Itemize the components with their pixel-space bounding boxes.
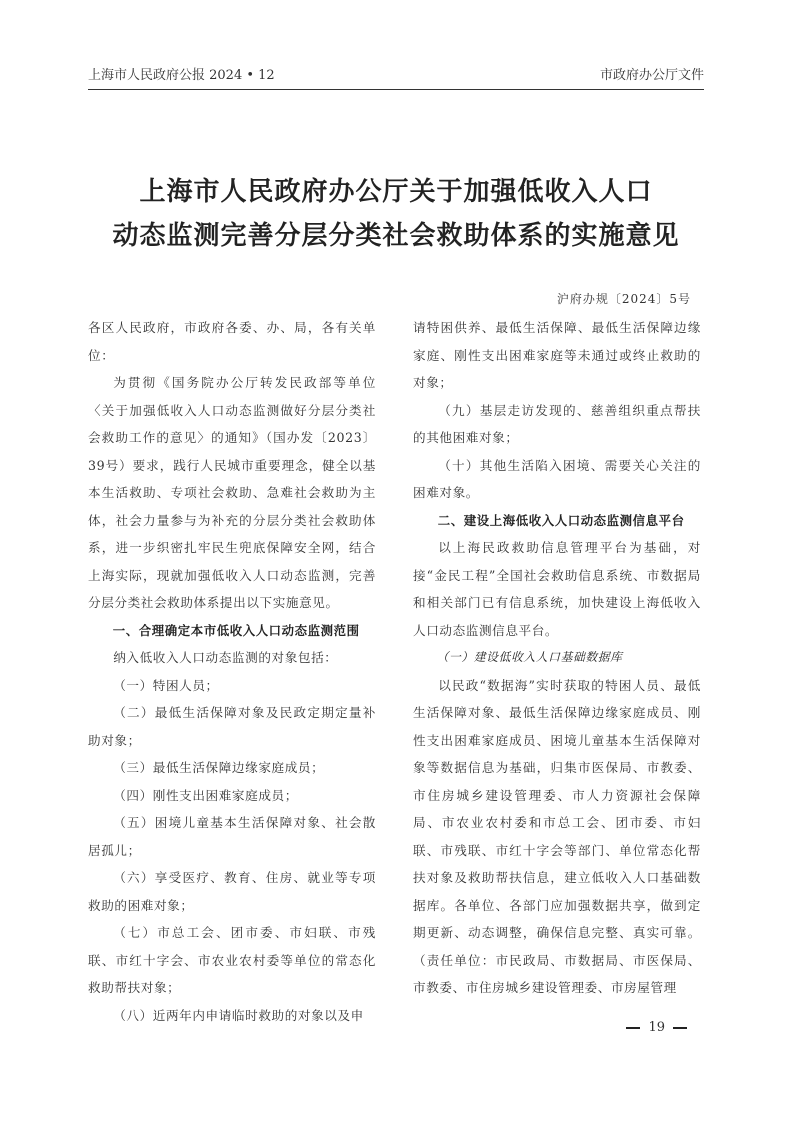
paragraph: 以民政“数据海”实时获取的特困人员、最低生活保障对象、最低生活保障边缘家庭成员、刚性支出困难家庭成员、困境儿童基本生活保障对象等数据信息为基础，归集市医保局、市教委、市住房城乡建设管理委、市人力资源社会保障局、市农业农村委和市总工会、团市委、市妇联、市残联、市红十字会等部门、单位常态化帮扶对象及救助帮扶信息，建立低收入人口基础数据库。各单位、各部门应加强数据共享，做到定期更新、动态调整，确保信息完整、真实可靠。（责任单位：市民政局、市数据局、市医保局、市教委、市住房城乡建设管理委、市房屋管理 [413,677,701,995]
page-number-text: 19 [648,1020,665,1035]
document-title [88,170,704,258]
section-heading: 二、建设上海低收入人口动态监测信息平台 [437,512,685,528]
paragraph: （六）享受医疗、教育、住房、就业等专项救助的困难对象； [88,870,376,913]
paragraph: （七）市总工会、团市委、市妇联、市残联、市红十字会、市农业农村委等单位的常态化救助帮扶对象； [88,925,376,995]
subsection-heading: （一）建设低收入人口基础数据库 [436,650,623,664]
dash-right [673,1027,687,1029]
header-rule [88,89,704,90]
running-header [88,64,704,84]
paragraph: （三）最低生活保障边缘家庭成员； [113,760,325,775]
paragraph: （九）基层走访发现的、慈善组织重点帮扶的其他困难对象； [413,402,701,445]
section-heading: 一、合理确定本市低收入人口动态监测范围 [112,622,360,638]
paragraph: 纳入低收入人口动态监测的对象包括： [113,650,338,665]
dash-left [626,1027,640,1029]
right-column [413,314,701,1002]
publication-name: 上海市人民政府公报 2024 • 12 [88,68,275,83]
paragraph: （二）最低生活保障对象及民政定期定量补助对象； [88,705,376,748]
paragraph: 请特困供养、最低生活保障、最低生活保障边缘家庭、刚性支出困难家庭等未通过或终止救助的对象； [413,320,701,390]
paragraph: （八）近两年内申请临时救助的对象以及申 [113,1007,364,1023]
paragraph: 以上海民政救助信息管理平台为基础，对接“金民工程”全国社会救助信息系统、市数据局和相关部门已有信息系统，加快建设上海低收入人口动态监测信息平台。 [413,540,701,638]
document-number: 沪府办规〔2024〕5号 [556,292,691,306]
title-line-2: 动态监测完善分层分类社会救助体系的实施意见 [112,221,680,251]
title-line-1: 上海市人民政府办公厅关于加强低收入人口 [139,177,653,207]
document-category: 市政府办公厅文件 [599,68,704,83]
paragraph: （十）其他生活陷入困境、需要关心关注的困难对象。 [413,457,701,500]
paragraph: 为贯彻《国务院办公厅转发民政部等单位〈关于加强低收入人口动态监测做好分层分类社会救助工作的意见〉的通知》（国办发〔2023〕39号）要求，践行人民城市重要理念，健全以基本生活救助、专项社会救助、急难社会救助为主体，社会力量参与为补充的分层分类社会救助体系，进一步织密扎牢民生兜底保障安全网，结合上海实际，现就加强低收入人口动态监测，完善分层分类社会救助体系提出以下实施意见。 [88,375,376,610]
left-column [88,314,376,1029]
paragraph: （一）特困人员； [113,677,219,693]
page-number [618,1020,695,1035]
paragraph: 各区人民政府，市政府各委、办、局，各有关单位： [88,320,376,363]
paragraph: （五）困境儿童基本生活保障对象、社会散居孤儿； [88,815,376,858]
paragraph: （四）刚性支出困难家庭成员； [113,787,298,803]
